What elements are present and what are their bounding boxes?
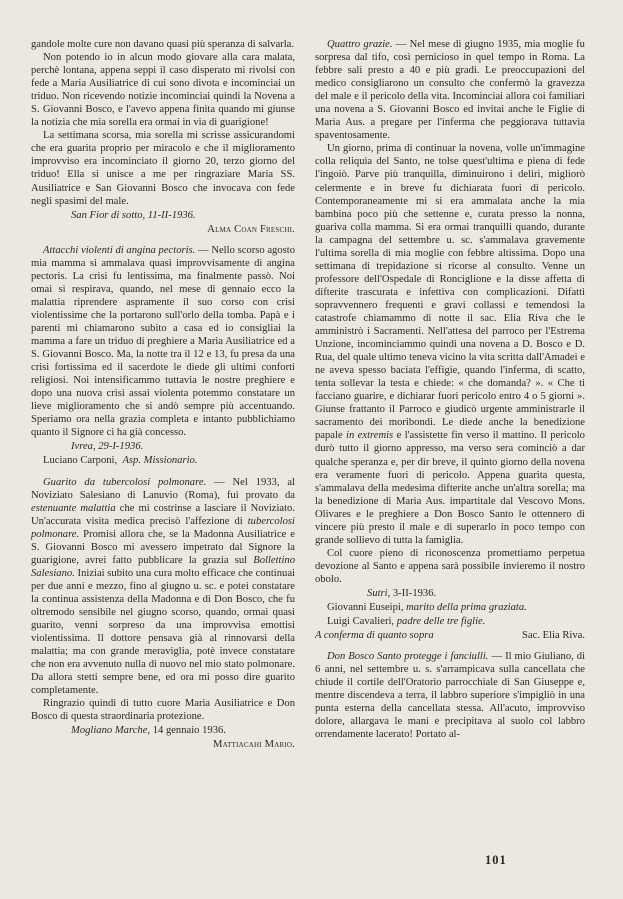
section-text: Iniziai subito una cura molto efficace che continuai per due anni e mezzo, fino al giugno u. sc. e potei constatare la continua assistenza della Madonna e di Don Bosco, che fu oltremodo sensibile nel giugno scorso, quando, ormai quasi guarito, venni sorpreso da una improvvisa emottisi violentissima. Il dottore pensava già al rinnovarsi della malattia; ma con grande meraviglia, potè invece constatare che non era avvenuto nulla di nuovo nel mio stato polmonare. Da allora stetti sempre bene, ed ora mi posso dire guarito completamente. [31,567,295,697]
signature [31,454,295,467]
section-quattro-grazie [315,38,585,142]
section-title: Don Bosco Santo protegge i fanciulli. [327,651,489,663]
left-column [31,38,295,751]
signature-name: Giovanni Euseipi, [327,602,404,614]
confirmation-text: A conferma di quanto sopra [315,630,434,642]
place-text: Mogliano Marche, [71,725,151,737]
section-text: che mi costrinse a lasciare il Noviziato. Un'accurata visita medica precisò l'affezione di [31,502,295,527]
right-column [315,38,585,741]
paragraph: gandole molte cure non davano quasi più speranza di salvarla. [31,39,294,50]
italic-phrase: estenuante malattia [31,502,116,514]
place-date [31,724,295,737]
section-text: e l'assistette fin verso il mattino. Il pericolo durò tutto il giorno appresso, ma verso sera cominciò a dar qualche speranza e, per dir breve, il quinto giorno della novena era veramente fuori di pericolo. Appena guarita questa, s'ammalava della medesima difterite anche un'altra sorella; ma la benedizione di Maria Aus. impartitale dal Vescovo Mons. Olivares e le preghiere a Don Bosco Santo le ottennero di vincere più presto il male e di superarlo in poco tempo con grande sollievo di tutta la famiglia. [315,430,585,546]
date-text: 14 gennaio 1936. [150,725,226,737]
place-text: Sutri, [367,587,391,599]
place-date-text: San Fior di sotto, 11-II-1936. [71,209,196,221]
paragraph [315,142,585,546]
paragraph: La settimana scorsa, mia sorella mi scrisse assicurandomi che era guarita proprio per miracolo e che il miglioramento improvviso era incominciato il giorno 20, terzo giorno del triduo! Ella si unisce a me per ringraziare Maria SS. Ausiliatrice e San Giovanni Bosco che invocava con fede negli spasimi del male. [31,130,295,207]
place-date [31,209,295,222]
signature-name: Luciano Carponi, [43,455,118,467]
section-text: Un giorno, prima di continuar la novena, volle un'immagine colla reliquia del Santo, ne tolse quest'ultima e piena di fede l'ingoiò. Parve più tranquilla, diminuirono i deliri, migliorò celermente e in breve fu dichiarata fuori di pericolo. Contemporaneamente mi si era ammalata anche la mia bambina poco più che settenne e, curata presso la nonna, guariva colla mamma. Si era ormai tranquilli quando, durante la campagna del settembre u. sc. s'ammalava gravemente l'ultima sorella di mia moglie con febbre altissima. Dopo una settimana di trepidazione si ricorse al consulto. Venne un professore dell'Ospedale di Ronciglione e la disse affetta di difterite trascurata e infettiva con complicazioni. Difatti sopravvennero frequenti e gravi collassi e temendosi la catastrofe chiamammo di notte il sac. Elia Riva che le amministrò i Sacramenti. Nell'attesa del parroco per l'Estrema Unzione, incominciammo quindi una novena a D. Bosco e D. Rua, del quale ultimo teneva vicino la vita scritta dall'Amadei e ne aveva spesso baciata l'effigie, quando l'inferma, di scatto, tenta sollevar la testa e chiede: « che domanda? ». « Che ti facciano guarire, e dichiarar fuori pericolo entro 4 o 5 giorni ». Giunse frattanto il Parroco e giudicò urgente amministrarle il sacramento dei moribondi. Le diede anche la benedizione papale [315,143,585,442]
paragraph: Non potendo io in alcun modo giovare alla cara malata, perchè lontana, appena seppi il caso disperato mi rivolsi con fede a Maria Ausiliatrice di cui sono divota e incominciai un triduo. Non ricevendo notizie incominciai quindi la Novena a S. Giovanni Bosco, e l'avevo appena finita quando mi giunse la notizia che mia sorella era ormai in via di guarigione! [31,52,295,129]
italic-phrase: in extremis [346,430,394,442]
paragraph: Col cuore pieno di riconoscenza promettiamo perpetua devozione al Santo e appena sarà possibile invieremo il nostro obolo. [315,547,585,585]
date-text: 3-II-1936. [390,587,437,599]
confirmation-wrap [315,629,585,642]
section-title: Attacchi violenti di angina pectoris. [43,244,196,256]
section-text: — Nel 1933, al Noviziato Salesiano di Lanuvio (Roma), fui provato da [31,476,295,501]
section-title: Quattro grazie. [327,39,393,50]
section-text: — Il mio Giuliano, di 6 anni, nel settembre u. s. s'arrampicava sulla cancellata che chiude il cortile dell'Oratorio parrocchiale di San Giuseppe e, mentre discendeva a terra, il labbro superiore s'impigliò in una punta esterna della cancellata stessa. All'acuto, improvviso dolore, allargava le mani e precipitava al suolo col labbro orrendamente lacerato! Portato al- [315,651,586,741]
signature-name: Luigi Cavalieri, [327,616,395,628]
section-text: — Nel mese di giugno 1935, mia moglie fu sorpresa dal tifo, così pernicioso in quel tempo in Roma. La febbre salì presto a 40 e più gradi. Le preoccupazioni del medico consigliarono un consulto che confermò la gravezza del male e il pericolo della vita. Incominciai allora coi familiari una novena a S. Giovanni Bosco ed invitai anche le Figlie di Maria Aus. a pregare per l'inferma che peggiorava tuttavia spaventosamente. [315,39,585,142]
page-number: 101 [485,853,507,867]
confirmation-line [315,629,585,642]
section-attacchi [31,244,295,440]
signature [315,601,585,614]
signature: Mattiacahi Mario. [213,739,295,751]
signature-role: marito della prima graziata. [406,602,527,614]
place-date-text: Ivrea, 29-I-1936. [71,441,144,453]
section-title: Guarito da tubercolosi polmonare. [43,476,207,488]
signature-role: padre delle tre figlie. [396,616,486,628]
signature [315,615,585,628]
confirmation-signature: Sac. Elia Riva. [522,630,585,642]
italic-phrase: tubercolosi polmonare. [31,515,295,540]
place-date [31,440,295,453]
signature: Alma Coan Freschi. [207,223,295,235]
section-text: Promisi allora che, se la Madonna Ausiliatrice e S. Giovanni Bosco mi avessero impetrato dal Signore la guarigione, avrei fatto pubblicare la grazia sul [31,528,295,566]
place-date [315,587,585,600]
section-text: — Nello scorso agosto mia mamma si ammalava quasi improvvisamente di angina pectoris. La crisi fu lentissima, ma finalmente passò. Noi omai si respirava, quando, nel mese di gennaio ecco la malattia riprendere aspramente il suo corso con crisi violentissime che la portarono sull'orlo della tomba. Papà e i parenti mi chiamarono subito a casa ed io consigliai la mamma a fare un triduo di preghiere a Maria Ausiliatrice ed a S. Giovanni Bosco. Ma, la notte tra il 12 e 13, fu presa da una crisi fortissima ed il sacerdote le diede gli ultimi conforti religiosi. Noi intensificammo tuttavia le nostre preghiere e dopo una nuova crisi assai violenta potemmo constatare un lieve miglioramento che si andò sempre più accentuando. Speriamo ora nella grazia completa e intanto pubblichiamo quanto il Signore ci ha già concesso. [31,244,295,439]
italic-phrase: Bollettino Salesiano. [31,554,295,579]
paragraph: Ringrazio quindi di tutto cuore Maria Ausiliatrice e Don Bosco di questa straordinaria protezione. [31,698,295,723]
signature-role: Asp. Missionario. [122,455,198,467]
section-guarito [31,476,295,698]
section-don-bosco [315,650,585,741]
